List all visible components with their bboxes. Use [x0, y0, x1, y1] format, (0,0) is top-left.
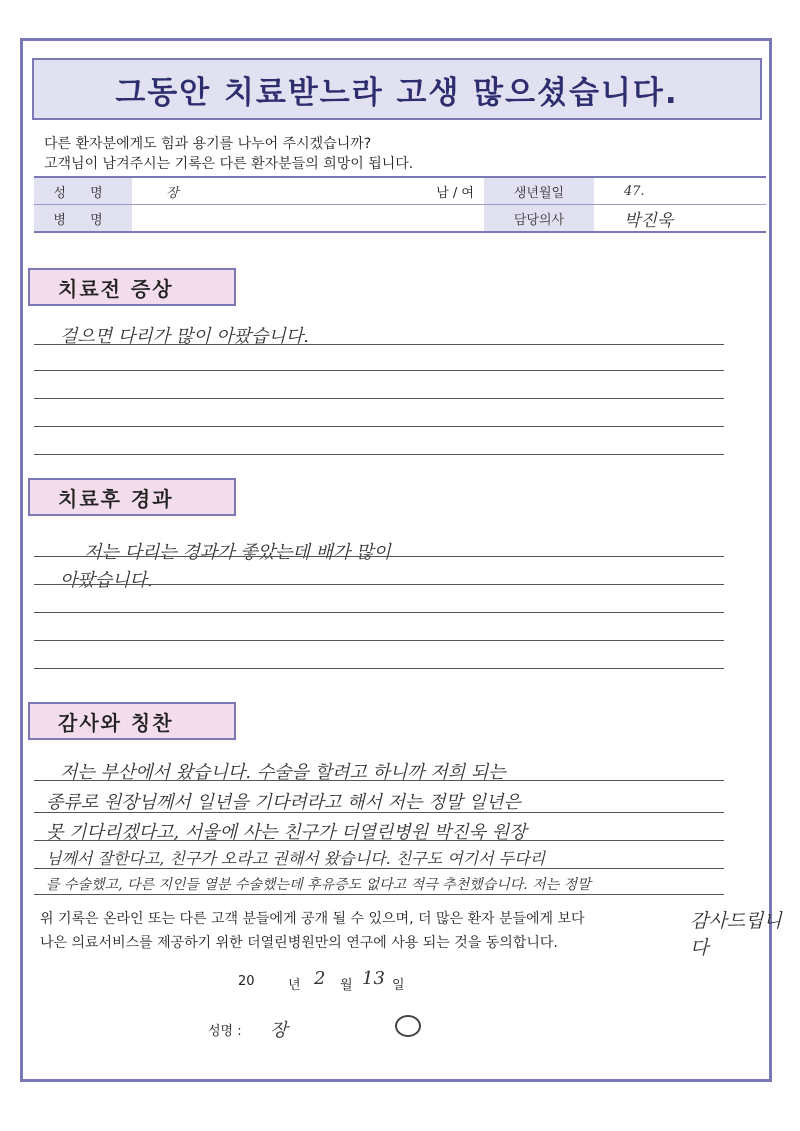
date-day: 13: [362, 968, 385, 989]
thanks-line-5: 를 수술했고, 다른 지인들 열분 수술했는데 후유증도 없다고 적극 추천했습니다. 저는 정말: [46, 877, 591, 893]
rule: [34, 640, 724, 641]
day-label: 일: [392, 978, 405, 993]
patient-info-table: [34, 176, 766, 233]
disease-value: [132, 205, 484, 233]
rule: [34, 894, 724, 895]
thanks-line-3: 못 기다리겠다고, 서울에 사는 친구가 더열린병원 박진욱 원장: [46, 822, 527, 843]
rule: [34, 868, 724, 869]
month-label: 월: [340, 978, 353, 993]
rule: [34, 454, 724, 455]
signature-value: 장: [270, 1020, 288, 1041]
gender-selection: 남 / 여: [374, 177, 484, 205]
birth-label: 생년월일: [484, 177, 594, 205]
thanks-line-4: 님께서 잘한다고, 친구가 오라고 권해서 왔습니다. 친구도 여기서 두다리: [46, 849, 546, 868]
rule: [34, 584, 724, 585]
section-title-after: 치료후 경과: [28, 478, 236, 516]
year-label: 년: [288, 978, 301, 993]
after-line-1: 저는 다리는 경과가 좋았는데 배가 많이: [84, 542, 391, 563]
signature-stamp-icon: [395, 1015, 421, 1037]
rule: [34, 840, 724, 841]
date-month: 2: [314, 968, 326, 989]
banner-title: 그동안 치료받느라 고생 많으셨습니다.: [32, 58, 762, 120]
after-line-2: 아팠습니다.: [60, 570, 153, 591]
thanks-side-note: 감사드립니다: [690, 910, 782, 959]
rule: [34, 370, 724, 371]
rule: [34, 612, 724, 613]
rule: [34, 556, 724, 557]
thanks-line-2: 종류로 원장님께서 일년을 기다려라고 해서 저는 정말 일년은: [46, 792, 521, 813]
birth-value: 47.: [594, 177, 766, 205]
doctor-label: 담당의사: [484, 205, 594, 233]
rule: [34, 668, 724, 669]
consent-line-1: 위 기록은 온라인 또는 다른 고객 분들에게 공개 될 수 있으며, 더 많은 환자 분들에게 보다: [40, 911, 585, 927]
signature-label: 성명 :: [208, 1024, 242, 1039]
disease-label: 병 명: [34, 205, 132, 233]
section-title-before: 치료전 증상: [28, 268, 236, 306]
thanks-line-1: 저는 부산에서 왔습니다. 수술을 할려고 하니까 저희 되는: [60, 762, 506, 783]
date-prefix: 20: [238, 974, 255, 989]
doctor-value: 박진욱: [594, 205, 766, 233]
rule: [34, 398, 724, 399]
rule: [34, 780, 724, 781]
intro-line-1: 다른 환자분에게도 힘과 용기를 나누어 주시겠습니까?: [44, 136, 372, 152]
consent-line-2: 나은 의료서비스를 제공하기 위한 더열린병원만의 연구에 사용 되는 것을 동의합니다.: [40, 935, 558, 951]
name-label: 성 명: [34, 177, 132, 205]
rule: [34, 426, 724, 427]
rule: [34, 344, 724, 345]
name-value: 장: [132, 177, 374, 205]
section-title-thanks: 감사와 칭찬: [28, 702, 236, 740]
intro-line-2: 고객님이 남겨주시는 기록은 다른 환자분들의 희망이 됩니다.: [44, 156, 414, 172]
before-line-1: 걸으면 다리가 많이 아팠습니다.: [60, 326, 309, 347]
rule: [34, 812, 724, 813]
